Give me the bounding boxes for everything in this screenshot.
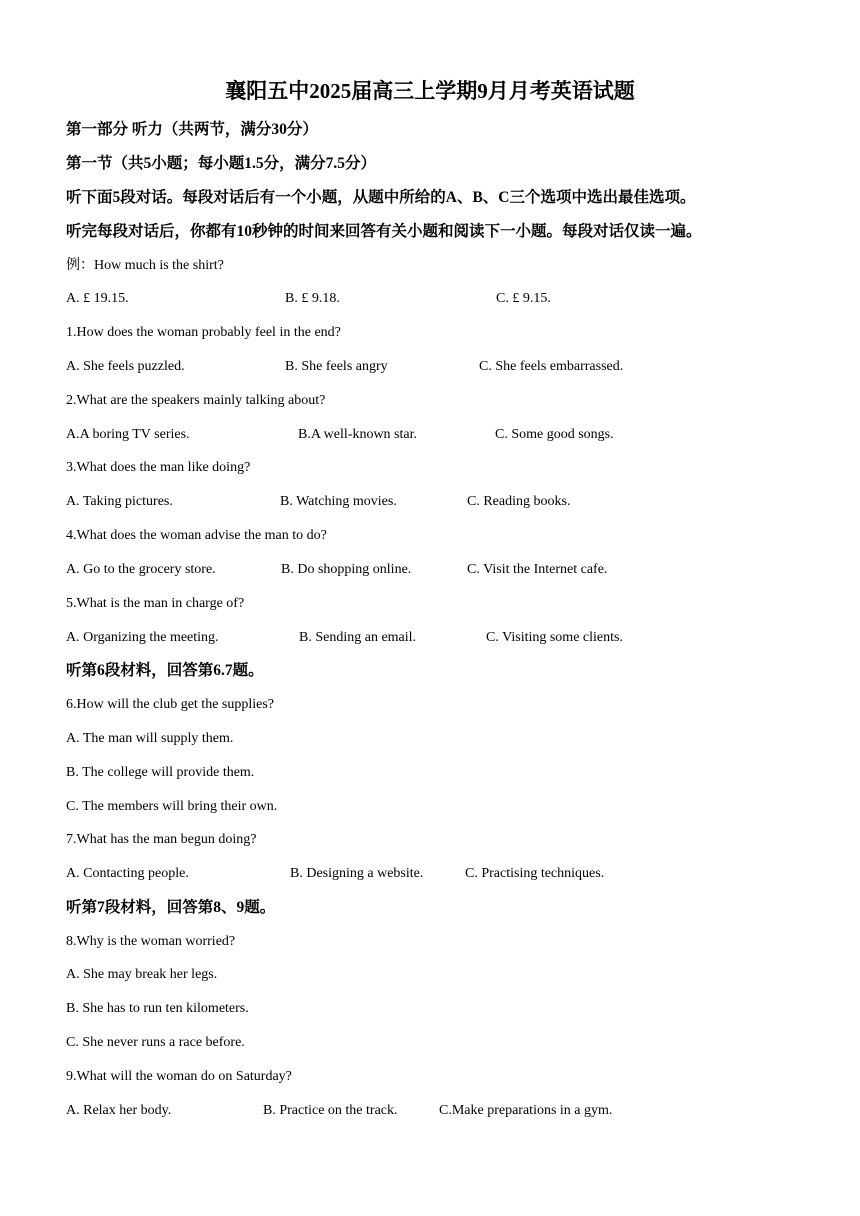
q6-option-a: A. The man will supply them. (66, 731, 234, 746)
q7-option-c: C. Practising techniques. (465, 866, 605, 881)
q7-option-b: B. Designing a website. (290, 866, 424, 881)
q8-option-a: A. She may break her legs. (66, 967, 218, 982)
example-option-a: A. £ 19.15. (66, 291, 129, 306)
question-3: 3.What does the man like doing? (66, 460, 251, 475)
example-option-c: C. £ 9.15. (496, 291, 551, 306)
q6-option-c: C. The members will bring their own. (66, 799, 278, 814)
q9-option-c: C.Make preparations in a gym. (439, 1103, 613, 1118)
question-5: 5.What is the man in charge of? (66, 596, 245, 611)
question-6: 6.How will the club get the supplies? (66, 697, 275, 712)
part1-heading: 第一部分 听力（共两节，满分30分） (66, 121, 318, 138)
q7-option-a: A. Contacting people. (66, 866, 189, 881)
q2-option-b: B.A well-known star. (298, 427, 417, 442)
q1-option-b: B. She feels angry (285, 359, 388, 374)
question-1: 1.How does the woman probably feel in the end? (66, 325, 341, 340)
exam-title: 襄阳五中2025届高三上学期9月月考英语试题 (225, 79, 635, 103)
q6-option-b: B. The college will provide them. (66, 765, 255, 780)
q2-option-c: C. Some good songs. (495, 427, 614, 442)
section1-heading: 第一节（共5小题；每小题1.5分，满分7.5分） (66, 155, 377, 172)
q8-option-b: B. She has to run ten kilometers. (66, 1001, 249, 1016)
q3-option-c: C. Reading books. (467, 494, 571, 509)
q4-option-a: A. Go to the grocery store. (66, 562, 216, 577)
q3-option-b: B. Watching movies. (280, 494, 397, 509)
question-9: 9.What will the woman do on Saturday? (66, 1069, 292, 1084)
q9-option-a: A. Relax her body. (66, 1103, 172, 1118)
question-8: 8.Why is the woman worried? (66, 934, 236, 949)
question-7: 7.What has the man begun doing? (66, 832, 257, 847)
q5-option-b: B. Sending an email. (299, 630, 417, 645)
q3-option-a: A. Taking pictures. (66, 494, 173, 509)
q1-option-a: A. She feels puzzled. (66, 359, 185, 374)
q5-option-c: C. Visiting some clients. (486, 630, 623, 645)
q4-option-c: C. Visit the Internet cafe. (467, 562, 608, 577)
instruction-line-1: 听下面5段对话。每段对话后有一个小题，从题中所给的A、B、C三个选项中选出最佳选项。 (66, 189, 696, 206)
q1-option-c: C. She feels embarrassed. (479, 359, 624, 374)
instruction-line-2: 听完每段对话后，你都有10秒钟的时间来回答有关小题和阅读下一小题。每段对话仅读一遍。 (66, 223, 702, 240)
question-4: 4.What does the woman advise the man to do? (66, 528, 327, 543)
q5-option-a: A. Organizing the meeting. (66, 630, 219, 645)
q8-option-c: C. She never runs a race before. (66, 1035, 245, 1050)
q2-option-a: A.A boring TV series. (66, 427, 190, 442)
example-option-b: B. £ 9.18. (285, 291, 340, 306)
question-2: 2.What are the speakers mainly talking about? (66, 393, 326, 408)
material-6-heading: 听第6段材料，回答第6.7题。 (66, 662, 264, 679)
material-7-heading: 听第7段材料，回答第8、9题。 (66, 899, 276, 916)
example-question: 例：How much is the shirt? (66, 258, 224, 273)
q9-option-b: B. Practice on the track. (263, 1103, 398, 1118)
q4-option-b: B. Do shopping online. (281, 562, 412, 577)
